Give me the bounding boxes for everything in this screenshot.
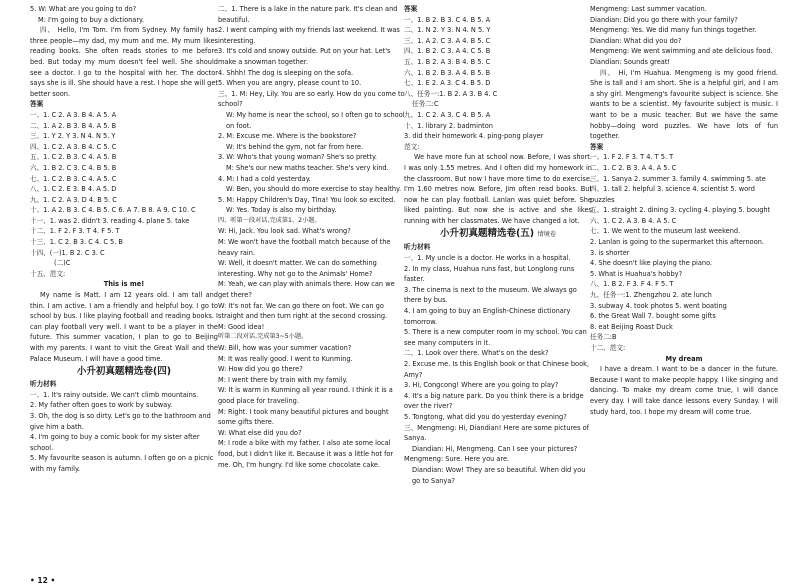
answer-line: 一、1. B 2. B 3. C 4. B 5. A: [404, 15, 491, 24]
answer-line: 十五、范文:: [30, 269, 66, 278]
line: W: It is warm in Kunming all year round. I think it is a good place for traveling.: [218, 386, 393, 405]
answer-line: 十四、(一)1. B 2. C 3. C: [30, 248, 105, 257]
essay-title: This is me!: [103, 280, 145, 289]
line: 一、1. My uncle is a doctor. He works in a hospital.: [404, 254, 571, 263]
line: M: I went there by train with my family.: [218, 375, 348, 384]
line: 2. In my class, Huahua runs fast, but Longlong runs faster.: [404, 264, 575, 284]
answer-line: 五、1. C 2. B 3. C 4. A 5. B: [30, 153, 117, 162]
line: 4. I am going to buy an English-Chinese dictionary tomorrow.: [404, 307, 571, 326]
line: Diandian: Wow! They are so beautiful. When did you go to Sanya?: [412, 465, 586, 485]
line: W: Hi, Jack. You look sad. What's wrong?: [218, 227, 351, 236]
essay-text: We have more fun at school now. Before, I was short. I was only 1.55 metres. And I often did my homework in the classroom. But now I have more time to do exercise. I'm 1.60 metres now. Before, Jim often read books. But now he can play football. Lanlan was quiet before. She liked painting. But now she is active and she likes running with her classmates. We have changed a lot.: [404, 153, 592, 225]
answer-line: 八、任务一:1. B 2. A 3. B 4. C: [404, 89, 498, 98]
column-3: [404, 4, 592, 486]
answers-heading: 答案: [30, 100, 44, 109]
answer-line: 二、1. C 2. B 3. A 4. A 5. C: [590, 163, 677, 172]
essay-text: I have a dream. I want to be a dancer in the future. Because I want to make people happy. I like singing and dancing. To make my dream come true, I will dance every day. I will take dance lessons every Sunday. I will study hard, too. I hope my dream will come true.: [590, 365, 778, 416]
line: 3. Hi, Congcong! Where are you going to play?: [404, 381, 559, 390]
line: Mengmeng: Yes. We did many fun things together.: [590, 26, 757, 35]
line: M: It was really good. I went to Kunming.: [218, 354, 353, 363]
line: W: It's behind the gym, not far from here.: [226, 142, 364, 151]
answer-line: 二、1. N 2. Y 3. N 4. N 5. Y: [404, 26, 491, 35]
essay-title: My dream: [665, 354, 703, 363]
line: 5. M: Happy Children's Day, Tina! You look so excited.: [218, 195, 396, 204]
line: W: Ben, you should do more exercise to stay healthy.: [226, 185, 402, 194]
section-title-text: 小升初真题精选卷(五): [439, 228, 535, 240]
page-number: • 12 •: [30, 576, 56, 585]
line: M: I rode a bike with my father. I also ate some local food, but I didn't like it. Because it was a little hot for me. Oh, I'm hungry. I'd like some chocolate cake.: [218, 439, 394, 469]
answers-heading: 答案: [404, 5, 418, 13]
answer-line: 十一、1. was 2. didn't 3. reading 4. plane 5. take: [30, 216, 190, 225]
answer-line: 八、1. B 2. F 3. F 4. F 5. T: [590, 280, 674, 289]
line: 2. My father often goes to work by subway.: [30, 401, 173, 410]
answer-line: 四、1. B 2. C 3. A 4. C 5. B: [404, 47, 491, 56]
line: W: Yes. Today is also my birthday.: [226, 206, 337, 215]
section-title: 小升初真题精选卷(四): [76, 366, 172, 378]
answer-line: 九、任务一:1. Zhengzhou 2. ate lunch: [590, 291, 712, 300]
line: 三、Mengmeng: Hi, Diandian! Here are some pictures of Sanya.: [404, 423, 590, 443]
column-4: [590, 4, 778, 417]
line: 一、1. It's rainy outside. We can't climb mountains.: [30, 390, 199, 399]
line: 3. It's cold and snowy outside. Put on your hat. Let's make a snowman together.: [218, 47, 391, 66]
line: W: What else did you do?: [218, 428, 302, 437]
answer-line: 九、1. C 2. A 3. C 4. B 5. A: [404, 110, 491, 119]
line: M: Right. I took many beautiful pictures and bought some gifts there.: [218, 407, 389, 427]
instruction: 四、听第一段对话,完成第1、2小题。: [218, 216, 321, 224]
answer-line: 3. is shorter: [590, 248, 630, 257]
answer-line: 五、1. straight 2. dining 3. cycling 4. playing 5. bought: [590, 206, 771, 215]
answer-line: 二、1. A 2. B 3. B 4. A 5. B: [30, 121, 117, 130]
answer-line: 三、1. Y 2. Y 3. N 4. N 5. Y: [30, 132, 116, 141]
answer-line: 十三、1. C 2. B 3. C 4. C 5. B: [30, 238, 123, 247]
answer-line: 6. the Great Wall 7. bought some gifts: [590, 312, 716, 321]
answer-line: 十二、范文:: [590, 344, 626, 352]
answer-line: 四、1. C 2. A 3. B 4. C 5. C: [30, 142, 117, 151]
line: 2. M: Excuse me. Where is the bookstore?: [218, 132, 357, 141]
line: M: She's our new maths teacher. She's very kind.: [226, 163, 389, 172]
line: 5. There is a new computer room in my school. You can see many computers in it.: [404, 328, 587, 347]
answers-heading: 答案: [590, 142, 604, 151]
answer-line: 范文:: [404, 142, 420, 151]
line: M: We won't have the football match because of the heavy rain.: [218, 238, 391, 257]
answer-line: 十、1. library 2. badminton: [404, 121, 493, 130]
answer-line: 九、1. C 2. A 3. D 4. B 5. C: [30, 195, 117, 204]
line: 3. W: Who's that young woman? She's so pretty.: [218, 153, 378, 162]
answer-line: 六、1. C 2. A 3. B 4. A 5. C: [590, 216, 677, 225]
answer-line: 七、1. We went to the museum last weekend.: [590, 227, 741, 236]
line: 4. I'm going to buy a comic book for my sister after school.: [30, 433, 200, 452]
line: Diandian: Hi, Mengmeng. Can I see your pictures?: [412, 444, 578, 453]
instruction: 听第二段对话,完成第3~5小题。: [218, 333, 308, 341]
line: 5. My favourite season is autumn. I often go on a picnic with my family.: [30, 454, 214, 473]
line: 5. W: What are you going to do?: [30, 5, 137, 13]
section-subtitle: 情境卷: [537, 231, 557, 239]
line: 三、1. M: Hey, Lily. You are so early. How do you come to school?: [218, 89, 405, 109]
line: 2. Excuse me. Is this English book or that Chinese book, Amy?: [404, 360, 590, 379]
line: 2. I went camping with my friends last weekend. It was interesting.: [218, 26, 400, 45]
line: 二、1. There is a lake in the nature park. It's clean and beautiful.: [218, 5, 398, 24]
column-2: [218, 4, 406, 470]
line: 3. Oh, the dog is so dirty. Let's go to the bathroom and give him a bath.: [30, 411, 211, 431]
paragraph: 四、 Hello, I'm Tom. I'm from Sydney. My family has three people—my dad, my mum and me. My mum likes reading books. She often reads stories to me before bed. But today my mum doesn't feel well. She should see a doctor. I go to the hospital with her. The doctor says she is ill. She should have a rest. I hope she will get better soon.: [30, 26, 218, 98]
paragraph: 四、 Hi, I'm Huahua. Mengmeng is my good friend. She is tall and I am short. She is a helpful girl, and I am a shy girl. Mengmeng's favourite subject is science. She wants to be a scientist. My favourite subject is music. I want to be a music teacher. But we have the same hobby—doing word puzzles. We have lots of fun together.: [590, 68, 778, 141]
line: 5. When you are angry, please count to 10.: [218, 79, 362, 88]
line: M: I'm going to buy a dictionary.: [38, 15, 145, 24]
answer-line: 十、1. A 2. B 3. C 4. B 5. C 6. A 7. B 8. A 9. C 10. C: [30, 206, 196, 215]
line: M: Yeah, we can play with animals there. How can we get there?: [218, 280, 395, 300]
listening-heading: 听力材料: [404, 243, 431, 252]
line: W: How did you go there?: [218, 365, 303, 374]
answer-line: 3. did their homework 4. ping-pong player: [404, 132, 544, 141]
answer-line: 七、1. C 2. B 3. C 4. A 5. C: [30, 174, 117, 183]
answer-line: 5. What is Huahua's hobby?: [590, 269, 683, 278]
line: M: Good idea!: [218, 322, 265, 331]
line: W: My home is near the school, so I often go to school on foot.: [226, 110, 405, 130]
answer-line: (二)C: [54, 259, 71, 268]
column-1: [30, 4, 218, 475]
answer-line: 六、1. B 2. B 3. A 4. B 5. B: [404, 68, 491, 77]
line: W: Bill, how was your summer vacation?: [218, 344, 352, 352]
line: Mengmeng: Sure. Here you are.: [404, 455, 510, 464]
answer-line: 4. She doesn't like playing the piano.: [590, 259, 713, 268]
line: 4. M: I had a cold yesterday.: [218, 174, 311, 183]
answer-line: 一、1. F 2. F 3. T 4. T 5. T: [590, 153, 674, 162]
answer-line: 一、1. C 2. A 3. B 4. A 5. A: [30, 110, 117, 119]
line: Mengmeng: Last summer vacation.: [590, 5, 707, 13]
line: 5. Tongtong, what did you do yesterday evening?: [404, 412, 567, 421]
line: W: Well, it doesn't matter. We can do something interesting. Why not go to the Animals' Home?: [218, 259, 377, 278]
line: Diandian: Sounds great!: [590, 57, 671, 66]
answer-line: 3. subway 4. took photos 5. went boating: [590, 301, 727, 310]
answer-line: 五、1. B 2. A 3. B 4. B 5. C: [404, 57, 491, 66]
answer-line: 任务二:C: [412, 100, 439, 109]
answer-line: 八、1. C 2. E 3. B 4. A 5. D: [30, 185, 117, 194]
line: 4. Shhh! The dog is sleeping on the sofa.: [218, 68, 354, 77]
answer-line: 8. eat Beijing Roast Duck: [590, 322, 673, 331]
line: Diandian: Did you go there with your family?: [590, 15, 738, 24]
answer-line: 三、1. A 2. C 3. A 4. B 5. C: [404, 36, 491, 45]
answer-line: 三、1. Sanya 2. summer 3. family 4. swimming 5. ate: [590, 174, 766, 183]
essay-text: My name is Matt. I am 12 years old. I am tall and thin. I am active. I am a friendly and helpful boy. I go to school by bus. I like playing football and reading books. I can play football very well. I want to be a player in the future. This summer vacation, I plan to go to Beijing with my parents. I want to visit the Great Wall and the Palace Museum. I will have a good time.: [30, 291, 218, 363]
section-title: [404, 226, 592, 242]
line: W: It's not far. We can go there on foot. We can go straight and then turn right at the second crossing.: [218, 301, 388, 321]
line: Mengmeng: We went swimming and ate delicious food.: [590, 47, 773, 56]
line: Diandian: What did you do?: [590, 36, 682, 45]
line: 4. It's a big nature park. Do you think there is a bridge over the river?: [404, 391, 584, 411]
answer-line: 2. Lanlan is going to the supermarket this afternoon.: [590, 238, 765, 247]
listening-heading: 听力材料: [30, 380, 57, 389]
answer-line: 七、1. E 2. A 3. C 4. B 5. D: [404, 79, 491, 88]
line: 二、1. Look over there. What's on the desk?: [404, 349, 549, 358]
answer-line: 任务二:B: [590, 333, 617, 342]
answer-line: 四、1. tall 2. helpful 3. science 4. scientist 5. word puzzles: [590, 185, 755, 204]
answer-line: 六、1. B 2. C 3. C 4. B 5. B: [30, 163, 117, 172]
answer-line: 十二、1. F 2. F 3. T 4. F 5. T: [30, 227, 120, 236]
line: 3. The cinema is next to the museum. We always go there by bus.: [404, 285, 577, 305]
